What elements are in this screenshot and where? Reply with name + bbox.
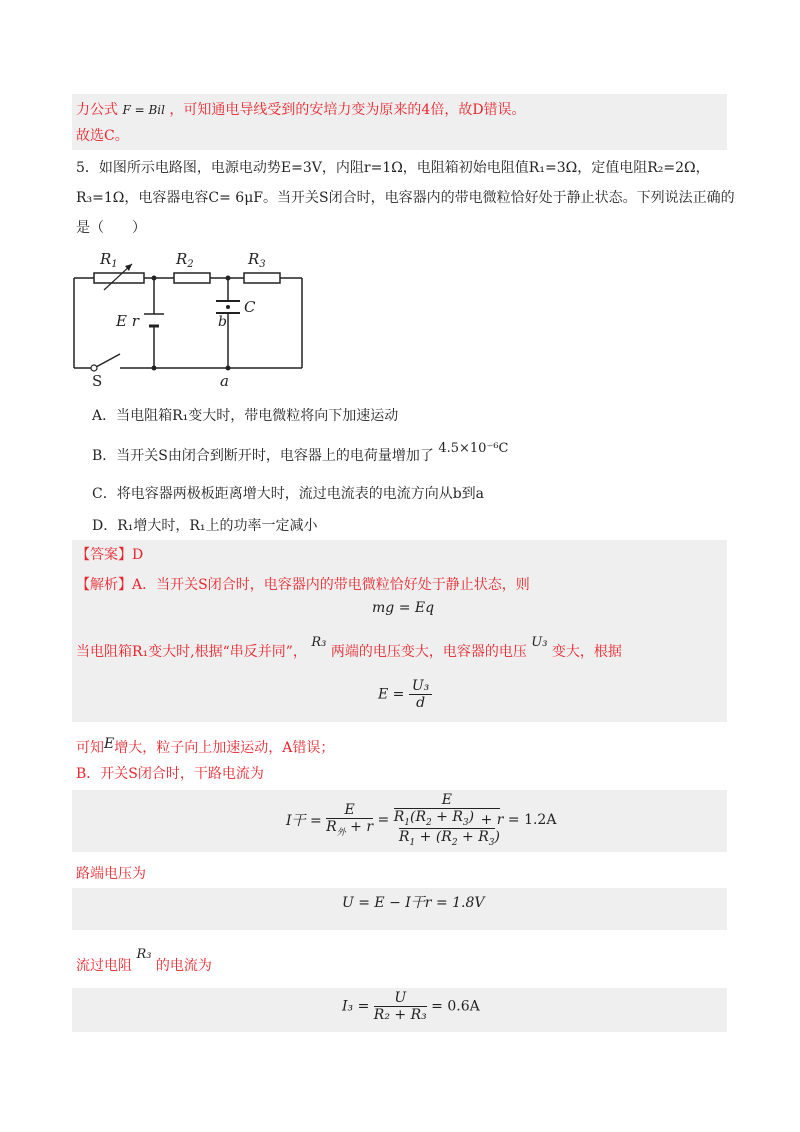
flow-pre: 流过电阻 <box>76 958 132 974</box>
eq3-lhs: I干 = <box>286 812 322 829</box>
resistor-box-r3 <box>244 273 280 283</box>
flow-post: 的电流为 <box>155 958 212 974</box>
answer-label: 【答案】D <box>76 547 144 563</box>
analysis-label: 【解析】 <box>76 577 132 593</box>
eq5-result: = 0.6A <box>431 998 480 1015</box>
label-switch: S <box>92 372 103 390</box>
eq2-lhs: E = <box>378 686 405 703</box>
eq3-fraction1: $\frac{E}{R_外 + r}$ <box>326 801 374 838</box>
eq2-denominator: d <box>416 695 426 711</box>
label-r1: R <box>100 250 112 268</box>
svg-text:R1 <box>99 250 118 270</box>
eq3-result: = 1.2A <box>507 811 557 828</box>
analysis-a-text: A．当开关S闭合时，电容器内的带电微粒恰好处于静止状态，则 <box>132 577 530 593</box>
label-r2-sub: 2 <box>187 259 194 270</box>
option-a: A．当电阻箱R₁变大时，带电微粒将向下加速运动 <box>92 408 399 424</box>
prev-solution-line1 <box>76 100 526 120</box>
analysis-a-line <box>76 575 530 595</box>
conclusion-a-e: E <box>104 736 115 752</box>
eq5-fraction <box>374 990 427 1023</box>
analysis-r1-line <box>76 635 622 663</box>
analysis-r1-post: 变大，根据 <box>551 644 622 660</box>
svg-text:R2 <box>175 250 194 270</box>
label-r3-sub: 3 <box>259 259 266 270</box>
eq5-denominator: R₂ + R₃ <box>373 1007 427 1023</box>
prev-formula: F = Bil <box>122 103 165 117</box>
conclusion-a-post: 增大，粒子向上加速运动，A错误； <box>114 740 335 756</box>
prev-solution-line2: 故选C。 <box>76 128 129 144</box>
analysis-r1-mid: 两端的电压变大，电容器的电压 <box>330 644 527 660</box>
junction-dot <box>152 366 157 371</box>
prev-line1-post: ，可知通电导线受到的安培力变为原来的4倍，故D错误。 <box>169 102 526 118</box>
resistor-box-r2 <box>174 273 210 283</box>
question-line1: 5．如图所示电路图，电源电动势E=3V，内阻r=1Ω，电阻箱初始电阻值R₁=3Ω，定值电阻R₂=2Ω， <box>76 160 710 176</box>
charged-particle <box>226 305 230 309</box>
road-voltage-label: 路端电压为 <box>76 866 146 882</box>
question-line2: R₃=1Ω，电容器电容C= 6μF。当开关S闭合时，电容器内的带电微粒恰好处于静止状态。下列说法正确的 <box>76 190 735 206</box>
option-b-text: B．当开关S由闭合到断开时，电容器上的电荷量增加了 <box>92 448 434 464</box>
conclusion-a-pre: 可知 <box>76 740 104 756</box>
junction-dot <box>226 276 231 281</box>
flow-current-line <box>76 947 212 977</box>
label-r2: R <box>176 250 188 268</box>
option-d: D．R₁增大时，R₁上的功率一定减小 <box>92 518 318 534</box>
junction-dot <box>152 276 157 281</box>
analysis-u3-symbol: U₃ <box>531 635 548 650</box>
label-a: a <box>220 372 229 390</box>
prev-line1-pre: 力公式 <box>76 102 118 118</box>
junction-dot <box>226 366 231 371</box>
label-source: E r <box>116 312 139 330</box>
eq5-numerator: U <box>374 990 427 1007</box>
equation-e-u3-d <box>378 678 432 711</box>
eq5-lhs: I₃ = <box>342 998 370 1015</box>
option-b-value: 4.5×10⁻⁶C <box>438 441 509 456</box>
label-b: b <box>218 314 227 330</box>
label-r3: R <box>248 250 260 268</box>
equation-i3 <box>342 990 480 1023</box>
resistor-box-r1 <box>94 273 144 283</box>
analysis-r3-symbol: R₃ <box>311 635 327 650</box>
option-b <box>92 441 509 467</box>
switch-contact <box>91 365 97 371</box>
equation-road-voltage: U = E − I干r = 1.8V <box>342 895 485 911</box>
equation-main-current: I干 = $\frac{E}{R_外 + r}$ = E $R_1(R_2 + R_3)$ $R_1 + (R_2 + R_3) + r = 1.2A$ <box>286 792 557 848</box>
eq2-numerator: U₃ <box>409 678 432 695</box>
label-r1-sub: 1 <box>111 259 118 270</box>
circuit-diagram <box>68 244 328 394</box>
option-c: C．将电容器两极板距离增大时，流过电流表的电流方向从b到a <box>92 486 485 502</box>
analysis-b-intro: B．开关S闭合时，干路电流为 <box>76 766 264 782</box>
conclusion-a <box>76 738 334 758</box>
label-capacitor: C <box>244 298 256 316</box>
analysis-r1-pre: 当电阻箱R₁变大时,根据“串反并同”， <box>76 644 307 660</box>
equation-mg-eq: mg = Eq <box>372 600 435 616</box>
eq2-fraction <box>409 678 432 711</box>
question-line3: 是（ ） <box>76 220 146 236</box>
svg-text:R3 <box>247 250 266 270</box>
flow-r3-symbol: R₃ <box>136 947 152 962</box>
eq3-fraction2: E $R_1(R_2 + R_3)$ $R_1 + (R_2 + R_3)$ <box>393 792 500 848</box>
